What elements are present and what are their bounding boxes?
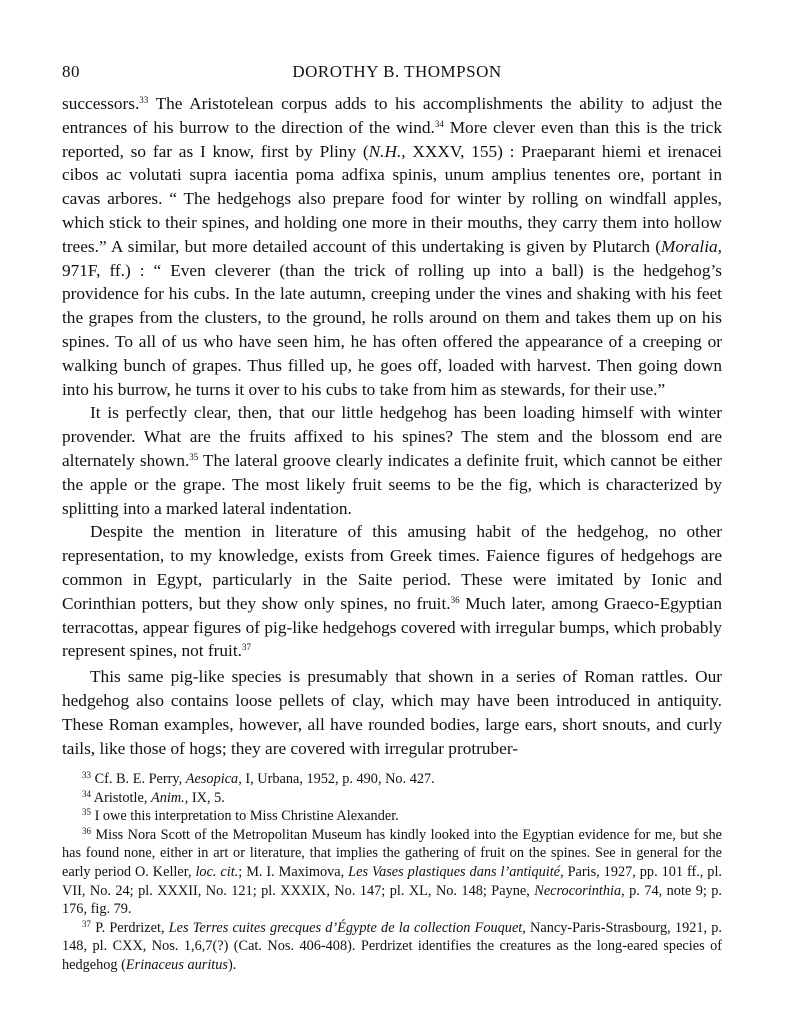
text-run: ). — [227, 956, 237, 973]
paragraph — [62, 92, 722, 401]
page-number: 80 — [62, 62, 80, 81]
text-run: , p. 74, note 9; p. 176, fig. 79. — [62, 882, 723, 918]
footnote-ref: 36 — [450, 594, 460, 605]
text-run: Aristotle, — [93, 789, 151, 806]
footnote-number: 35 — [82, 807, 91, 818]
footnote-34 — [62, 789, 722, 808]
text-run: More clever even than this is the trick reported, so far as I know, first by Pliny ( — [62, 117, 722, 161]
italic-text: Aesopica — [185, 771, 239, 787]
footnote-35 — [62, 807, 722, 826]
footnote-number: 34 — [82, 788, 91, 799]
text-run: The lateral groove clearly indicates a definite fruit, which cannot be either the apple or the grape. The most likely fruit seems to be the fig, which is characterized by splitting into a marked lateral indentation. — [62, 450, 722, 518]
text-run: , Paris, 1927, pp. 101 ff., pl. VII, No. 24; pl. XXXII, No. 121; pl. XXXIX, No. 147; pl. XL, No. 148; Payne, — [62, 863, 722, 899]
text-run: , IX, 5. — [184, 789, 225, 806]
italic-text: Erinaceus auritus — [125, 956, 228, 973]
text-run: It is perfectly clear, then, that our little hedgehog has been loading himself with winter provender. What are the fruits affixed to his spines? The stem and the blossom end are alternately shown. — [62, 403, 722, 470]
footnote-number: 33 — [82, 770, 91, 780]
text-run: , 971F, ff.) : “ Even cleverer (than the trick of rolling up into a ball) is the hedgehog’s providence for his cubs. In the late autumn, creeping under the vines and shaking with his feet the grapes from the clusters, to the ground, he rolls around on them and takes them up on his spines. To all of us who have seen him, he has often offered the appearance of a creeping or walking bunch of grapes. Thus filled up, he goes off, loaded with harvest. Then going down into his burrow, he turns it over to his cubs to take from him as stewards, for their use.” — [62, 236, 722, 399]
italic-text: Les Vases plastiques dans l’antiquité — [348, 863, 561, 880]
text-run: Miss Nora Scott of the Metropolitan Museum has kindly looked into the Egyptian evidence for me, but she has found none, either in art or literature, that implies the gathering of fruit on the spines. See in general for the early period O. Keller, — [62, 826, 722, 880]
footnote-36 — [62, 826, 722, 919]
text-run: The Aristotelean corpus adds to his accomplishments the ability to adjust the entrances of his burrow to the direction of the wind. — [62, 94, 722, 137]
text-run: Cf. B. E. Perry, — [94, 771, 186, 787]
italic-text: loc. cit. — [195, 863, 239, 880]
italic-text: Anim. — [150, 789, 185, 806]
paragraph — [62, 520, 722, 663]
footnote-37 — [62, 919, 722, 975]
italic-text: N.H. — [368, 141, 402, 161]
text-run: This same pig-like species is presumably that shown in a series of Roman rattles. Our hedgehog also contains loose pellets of clay, which may have been introduced in antiquity. These Roman examples, however, all have rounded bodies, large ears, short snouts, and curly tails, like those of hogs; they are covered with irregular protruber- — [62, 667, 722, 758]
footnote-33 — [62, 770, 722, 789]
text-run: P. Perdrizet, — [95, 919, 169, 936]
footnote-number: 36 — [82, 825, 91, 836]
italic-text: Les Terres cuites grecques d’Égypte de la collection Fouquet — [168, 919, 523, 936]
text-run: , I, Urbana, 1952, p. 490, No. 427. — [238, 771, 435, 787]
running-head: DOROTHY B. THOMPSON — [292, 62, 502, 81]
italic-text: Necrocorinthia — [534, 882, 622, 899]
text-run: , XXXV, 155) : Praeparant hiemi et irenacei cibos ac volutati supra iacentia poma adfixa spinis, unum amplius tenentes ore, portant in cavas arbores. “ The hedgehogs also prepare food for winter by rolling on windfall apples, which stick to their spines, and holding one more in their mouths, they carry them into hollow trees.” A similar, but more detailed account of this undertaking is given by Plutarch ( — [62, 141, 722, 256]
paragraph — [62, 665, 722, 760]
text-run: successors. — [62, 94, 140, 113]
footnote-ref: 34 — [434, 118, 444, 129]
italic-text: Moralia — [661, 236, 718, 256]
text-run: ; M. I. Maximova, — [238, 863, 349, 880]
footnote-ref: 35 — [189, 451, 199, 462]
body-text — [62, 92, 722, 760]
text-run: , Nancy-Paris-Strasbourg, 1921, p. 148, pl. CXX, Nos. 1,6,7(?) (Cat. Nos. 406-408). Perdrizet identifies the creatures as the long-eared species of hedgehog ( — [62, 919, 722, 973]
footnote-ref: 37 — [241, 642, 251, 653]
text-run: Despite the mention in literature of this amusing habit of the hedgehog, no other representation, to my knowledge, exists from Greek times. Faience figures of hedgehogs are common in Egypt, particularly in the Saite period. These were imitated by Ionic and Corinthian potters, but they show only spines, no fruit. — [62, 522, 722, 613]
footnote-number: 37 — [82, 918, 91, 929]
text-run: Much later, among Graeco-Egyptian terracottas, appear figures of pig-like hedgehogs covered with irregular bumps, which probably represent spines, not fruit. — [62, 593, 722, 661]
footnote-ref: 33 — [139, 95, 149, 105]
paragraph — [62, 401, 722, 520]
text-run: I owe this interpretation to Miss Christine Alexander. — [94, 808, 399, 825]
footnotes — [62, 770, 722, 975]
page-header — [62, 62, 722, 86]
